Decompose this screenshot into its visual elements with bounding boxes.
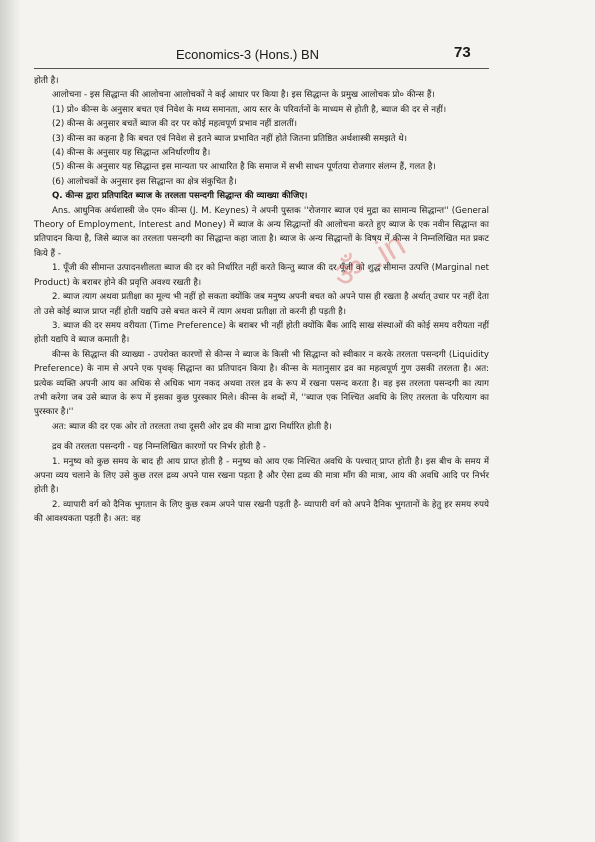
criticism-point-4: (4) कीन्स के अनुसार यह सिद्धान्त अनिर्धारणीय है। [52,148,211,159]
liquidity-reason-1: 1. मनुष्य को कुछ समय के बाद ही आय प्राप्त होती है - मनुष्य को आय एक निश्चित अवधि के पश्चात् प्राप्त होती है। इस बीच के समय में अपना व्यय चलाने के लिए उसे कुछ तरल द्रव्य अपने पास रखना पड़ता है और ऐसा द्रव्य की मात्रा माँग की मात्रा, आय की अवधि आदि पर निर्भर होती है। [34,456,489,496]
keynes-view-1: 1. पूँजी की सीमान्त उत्पादनशीलता ब्याज की दर को निर्धारित नहीं करते किन्तु ब्याज की दर पूँजी को शुद्ध सीमान्त उत्पत्ति (Marginal net Product) के बराबर होने की प्रवृत्ति अवश्य रखती है। [34,263,489,288]
criticism-point-5: (5) कीन्स के अनुसार यह सिद्धान्त इस मान्यता पर आधारित है कि समाज में सभी साधन पूर्णतया रोजगार संलग्न हैं, गलत है। [52,162,436,173]
liquidity-reason-2: 2. व्यापारी वर्ग को दैनिक भुगतान के लिए कुछ रकम अपने पास रखनी पड़ती है- व्यापारी वर्ग को अपने दैनिक भुगतानों के हेतु हर समय रुपये की आवश्यकता पड़ती है। अत: वह [34,499,489,525]
page-header [0,44,595,66]
page-number: 73 [454,44,471,61]
page-gutter-shadow [0,0,20,842]
liquidity-preference-heading: द्रव की तरलता पसन्दगी - यह निम्नलिखित कारणों पर निर्भर होती है - [52,442,267,453]
running-title: Economics-3 (Hons.) BN [176,47,320,62]
question-heading: Q. कीन्स द्वारा प्रतिपादित ब्याज के तरलता पसन्दगी सिद्धान्त की व्याख्या कीजिए। [52,191,308,202]
page-body [34,74,489,527]
keynes-view-2: 2. ब्याज त्याग अथवा प्रतीक्षा का मूल्य भी नहीं हो सकता क्योंकि जब मनुष्य अपनी बचत को अपने पास ही रखता है अर्थात् उधार पर नहीं देता तो उसे कोई ब्याज प्राप्त नहीं होती यद्यपि उसे बचत करने में त्याग अथवा प्रतीक्षा तो करनी ही पड़ती है। [34,292,489,317]
criticism-intro: आलोचना - इस सिद्धान्त की आलोचना आलोचकों ने कई आधार पर किया है। इस सिद्धान्त के प्रमुख आलोचक प्रो० कीन्स हैं। [52,90,435,101]
criticism-point-3: (3) कीन्स का कहना है कि बचत एवं निवेश से इतने ब्याज प्रभावित नहीं होते जितना प्रतिष्ठित अर्थशास्त्री समझते थे। [52,133,407,144]
criticism-point-6: (6) आलोचकों के अनुसार इस सिद्धान्त का क्षेत्र संकुचित है। [52,176,237,187]
answer-intro: Ans. आधुनिक अर्थशास्त्री जे० एम० कीन्स (J. M. Keynes) ने अपनी पुस्तक ''रोजगार ब्याज एवं मुद्रा का सामान्य सिद्धान्त'' (General Theory of Employment, Interest and Money) में ब्याज के अन्य सिद्धान्तों की आलोचना करते हुए ब्याज के एक नवीन सिद्धान्त का प्रतिपादन किया है, जिसे ब्याज का तरलता पसन्दगी का सिद्धान्त कहा जाता है। ब्याज के अन्य सिद्धान्तों के विषय में कीन्स ने निम्नलिखित मत प्रकट किये हैं - [34,205,489,259]
red-ink-scribble: ॐ .in [326,225,412,297]
criticism-point-2: (2) कीन्स के अनुसार बचतें ब्याज की दर पर कोई महत्वपूर्ण प्रभाव नहीं डालतीं। [52,119,298,130]
carryover-line: होती है। [34,76,59,86]
header-rule [34,68,489,69]
interest-rate-determination: अत: ब्याज की दर एक ओर तो तरलता तथा दूसरी ओर द्रव की मात्रा द्वारा निर्धारित होती है। [52,421,332,432]
keynes-view-3: 3. ब्याज की दर समय वरीयता (Time Preference) के बराबर भी नहीं होती क्योंकि बैंक आदि साख संस्थाओं की कोई समय वरीयता नहीं होती यद्यपि वे ब्याज कमाती है। [34,320,489,346]
criticism-point-1: (1) प्रो० कीन्स के अनुसार बचत एवं निवेश के मध्य समानता, आय स्तर के परिवर्तनों के माध्यम से होती है, ब्याज की दर से नहीं। [52,104,447,115]
keynes-theory-explanation: कीन्स के सिद्धान्त की व्याख्या - उपरोक्त कारणों से कीन्स ने ब्याज के किसी भी सिद्धान्त को स्वीकार न करके तरलता पसन्दगी (Liquidity Preference) के नाम से अपने एक पृथक् सिद्धान्त का प्रतिपादन किया है। कीन्स के मतानुसार द्रव का महत्वपूर्ण गुण उसकी तरलता है। अत: प्रत्येक व्यक्ति अपनी आय का अधिक से अधिक भाग नकद अथवा तरल द्रव के रूप में रखना पसन्द करता है। वह इस तरलता पसन्दगी का त्याग तभी करेगा जब उसे ब्याज के रूप में इसका कुछ पुरस्कार मिले। कीन्स के शब्दों में, ''ब्याज एक निश्चित अवधि के लिए तरलता के परित्याग का पुरस्कार है।'' [34,349,489,418]
